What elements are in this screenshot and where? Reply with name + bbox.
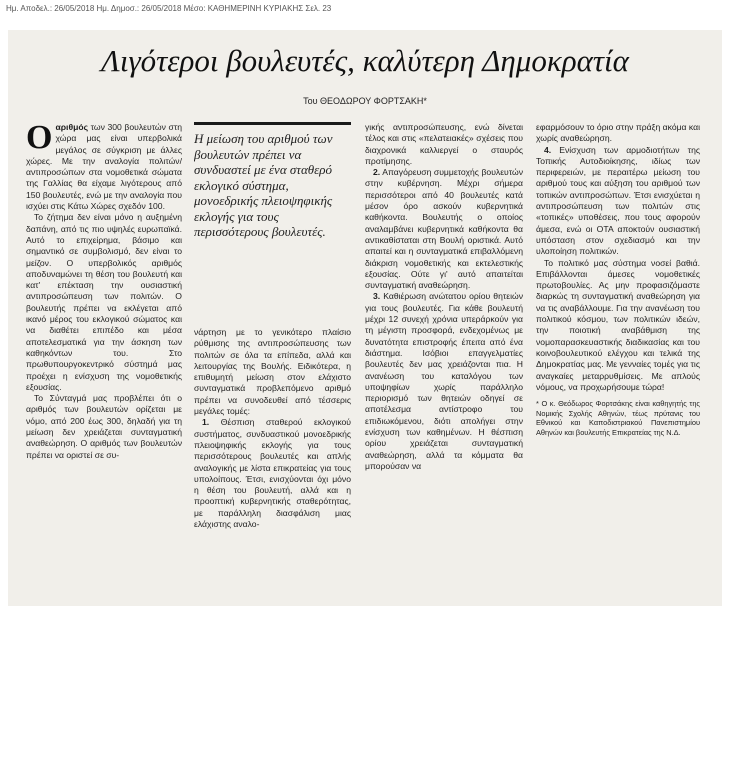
column-4	[536, 122, 700, 602]
column-2	[194, 122, 351, 602]
numbered-paragraph	[365, 291, 523, 472]
paragraph-text: Καθιέρωση ανώτατου ορίου θητειών για τους βουλευτές. Για κάθε βουλευτή μέχρι 12 συνεχή χρόνια υπεράρκούν για τη μέγιστη προσφορά, ενδεχομένως με δυνατότητα επιστροφής έπειτα από ένα διάστημα. Ισόβιοι επαγγελματίες βουλευτές δεν μας χρειάζονται πια. Η ανανέωση του καταλόγου των υποψηφίων χωρίς παράλληλο περιορισμό των θητειών οδηγεί σε αποτέλεσμα αντίστροφο του επιδιωκόμενου, διότι απολήγει στην ενίσχυση των καθημένων. Η θέσπιση ορίου χρειάζεται συνταγματική αναθεώρηση, αλλά τα κόμματα θα μπορούσαν να	[365, 291, 523, 471]
paragraph: γικής αντιπροσώπευσης, ενώ δίνεται τέλος και στις «πελατειακές» σχέσεις που διαχρονικά καλλιεργεί ο σταυρός προτίμησης.	[365, 122, 523, 166]
newspaper-clipping	[8, 30, 722, 606]
lead-word: αριθμός	[55, 122, 89, 132]
article-headline: Λιγότεροι βουλευτές, καλύτερη Δημοκρατία	[101, 43, 629, 78]
paragraph: Το πολιτικό μας σύστημα νοσεί βαθιά. Επιβάλλονται άμεσες νομοθετικές πρωτοβουλίες. Ας μην προφασιζόμαστε διαρκώς τη συνταγματική αναθεώρηση για να τις αναβάλλουμε. Για την ανανέωση του πολιτικού κόσμου, των πολιτικών ιδεών, την ποιοτική αναβάθμιση της νομοπαρασκευαστικής διαδικασίας και του κοινοβουλευτικού ελέγχου και τελικά της Δημοκρατίας μας. Με γενναίες τομές για τις αναγκαίες μεταρρυθμίσεις. Με απλούς νόμους, να προχωρήσουμε τώρα!	[536, 257, 700, 392]
column-3	[365, 122, 523, 602]
paragraph: Το ζήτημα δεν είναι μόνο η αυξημένη δαπάνη, από τις πιο υψηλές ευρωπαϊκά. Αυτό το επιχείρημα, βάσιμο και σημαντικό σε συμβολισμό, δεν είναι το μείζον. Ο υπερβολικός αριθμός αποδυναμώνει τη θέση του βουλευτή και κατ' επέκταση την ουσιαστική αντιπροσώπευση των πολιτών. Ο βουλευτής πρέπει να εκλέγεται από ικανό μέρος του εκλογικού σώματος και να διαθέτει επιπέδο και μέσα αποτελεσματικά για την άσκηση των καθηκόντων του. Στο πρωθυπουργοκεντρικό σύστημά μας προέχει η ενίσχυση της νομοθετικής εξουσίας.	[26, 212, 182, 392]
numbered-paragraph	[536, 145, 700, 258]
paragraph: Το Σύνταγμά μας προβλέπει ότι ο αριθμός των βουλευτών ορίζεται με νόμο, από 200 έως 300, δηλαδή για τη μείωση δεν χρειάζεται συνταγματική αναθεώρηση. Ο αριθμός των βουλευτών πρέπει να οριστεί σε συ-	[26, 393, 182, 460]
numbered-paragraph	[365, 167, 523, 291]
paragraph: εφαρμόσουν το όριο στην πράξη ακόμα και χωρίς αναθεώρηση.	[536, 122, 700, 144]
article-byline: Του ΘΕΟΔΩΡΟΥ ΦΟΡΤΣΑΚΗ*	[303, 96, 427, 106]
numbered-paragraph	[194, 417, 351, 530]
clipping-metadata: Ημ. Αποδελ.: 26/05/2018 Ημ. Δημοσ.: 26/05/2018 Μέσο: ΚΑΘΗΜΕΡΙΝΗ ΚΥΡΙΑΚΗΣ Σελ. 23	[6, 4, 332, 13]
list-number: 4.	[544, 144, 552, 155]
pull-quote	[194, 122, 351, 311]
drop-cap: Ο	[26, 122, 53, 156]
author-note: * Ο κ. Θεόδωρος Φορτσάκης είναι καθηγητής της Νομικής Σχολής Αθηνών, τέως πρύτανις του Εθνικού και Καποδιστριακού Πανεπιστημίου Αθηνών και βουλευτής Επικρατείας της Ν.Δ.	[536, 399, 700, 437]
list-number: 3.	[373, 291, 381, 302]
column-1	[26, 122, 182, 602]
paragraph	[26, 122, 182, 212]
list-number: 2.	[373, 167, 381, 178]
paragraph: νάρτηση με το γενικότερο πλαίσιο ρύθμισης της αντιπροσώπευσης των πολιτών σε όλα τα επίπεδα, αλλά και λειτουργίας της Βουλής. Ειδικότερα, η επιθυμητή μείωση στον ελάχιστο συνταγματικά προβλεπόμενο αριθμό πρέπει να συνοδευθεί από τέσσερις μεγάλες τομές:	[194, 327, 351, 417]
lead-text: των 300 βουλευτών στη χώρα μας είναι υπερβολικά μεγάλος σε σύγκριση με άλλες χώρες. Με την αναλογία πολιτών/αντιπροσώπων στα νομοθετικά σώματα της Γαλλίας θα είχαμε λιγότερους από 150 βουλευτές, ενώ με την αναλογία που ισχύει στις Κάτω Χώρες σχεδόν 100.	[26, 122, 182, 212]
paragraph-text: Θέσπιση σταθερού εκλογικού συστήματος, συνδυαστικού μονοεδρικής πλειοψηφικής εκλογής για τους περισσότερους βουλευτές και απλής αναλογικής με λίστα επικρατείας για τους υπολοίπους. Έτσι, ενισχύονται όχι μόνο η θέση του βουλευτή, αλλά και η προοπτική κυβερνητικής σταθερότητας, με παράλληλη διασφάλιση μιας ελάχιστης αναλο-	[194, 417, 351, 530]
paragraph-text: Απαγόρευση συμμετοχής βουλευτών στην κυβέρνηση. Μέχρι σήμερα περισσότεροι από 40 βουλευτές κατά μέσον όρο ασκούν κυβερνητικά καθήκοντα. Βουλευτής ο οποίος αναλαμβάνει κυβερνητικά καθήκοντα θα αντικαθίσταται στη Βουλή οριστικά. Αυτό απαιτεί και η συνταγματικά επιβαλλόμενη διάκριση νομοθετικής και εκτελεστικής εξουσίας. Ούτε γι' αυτό απαιτείται συνταγματική αναθεώρηση.	[365, 167, 523, 291]
pull-quote-text: Η μείωση του αριθμού των βουλευτών πρέπει να συνδυαστεί με ένα σταθερό εκλογικό σύστημα, μονοεδρικής πλειοψηφικής εκλογής για τους περισσότερους βουλευτές.	[194, 131, 333, 239]
paragraph-text: Ενίσχυση των αρμοδιοτήτων της Τοπικής Αυτοδιοίκησης, ιδίως των περιφερειών, με περαιτέρω μείωση του αριθμού τους και αύξηση του αριθμού των τοπικών αντιπροσώπων. Έτσι ενισχύεται η αντιπροσώπευση των πολιτών στις «τοπικές» υποθέσεις, που τους αφορούν άμεσα, ενώ οι ΟΤΑ αποκτούν ουσιαστική υπόσταση στον σχεδιασμό και την υλοποίηση πολιτικών.	[536, 144, 700, 257]
list-number: 1.	[202, 417, 210, 428]
